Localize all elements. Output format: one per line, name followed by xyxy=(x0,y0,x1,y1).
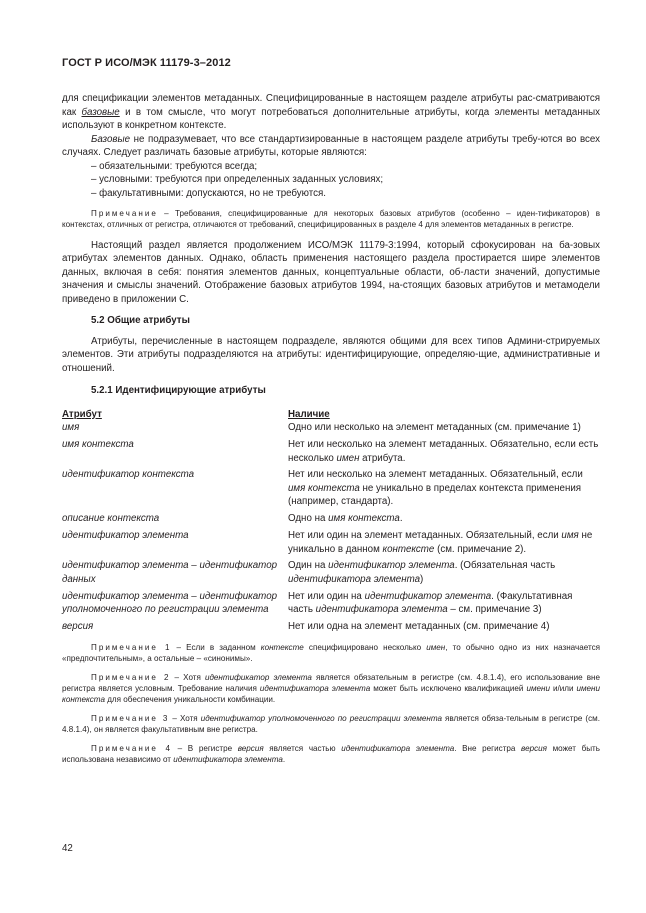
text-run: атрибута. xyxy=(359,452,406,464)
note-label: Примечание 4 xyxy=(91,743,172,753)
attribute-cell: версия xyxy=(62,620,94,632)
presence-cell xyxy=(288,421,600,438)
page-body xyxy=(62,92,600,765)
note-2 xyxy=(62,672,600,706)
text-run: идентификатор элемента xyxy=(364,590,492,602)
intro-paragraph-3: Настоящий раздел является продолжением ИСО/МЭК 11179-3:1994, который сфокусирован на ба-зовых атрибутах элементов данных. Однако, область применения настоящего раздела простирается шире элементов данных, включая в себя: понятия элементов данных, концептуальные области, об-ласти значений, допустимые значения и смыслы значений. Отображение базовых атрибутов 1994, на-стоящих базовых атрибутов и метамодели приведено в приложении С. xyxy=(62,239,600,305)
table-row xyxy=(62,468,600,512)
attribute-cell: имя xyxy=(62,422,80,434)
attribute-cell: идентификатор элемента – идентификатор уполномоченного по регистрации элемента xyxy=(62,590,278,616)
presence-cell xyxy=(288,529,600,559)
attribute-cell: идентификатор элемента xyxy=(62,530,189,541)
text-run: идентификатора элемента xyxy=(259,683,371,693)
text-run: имен xyxy=(336,452,360,464)
text-run: . Вне регистра xyxy=(454,743,522,753)
presence-cell xyxy=(288,590,600,620)
attribute-cell: описание контекста xyxy=(62,513,160,525)
text-run: – Хотя xyxy=(170,672,205,682)
table-row xyxy=(62,590,600,620)
text-run: не уникально в данном xyxy=(288,530,593,555)
presence-cell xyxy=(288,468,600,512)
emphasis-basic: базовые xyxy=(81,106,120,118)
text-run: . xyxy=(399,513,403,525)
text-run: идентификатора элемента xyxy=(315,604,448,616)
note-1 xyxy=(62,642,600,665)
section-heading-5-2-1: 5.2.1 Идентифицирующие атрибуты xyxy=(91,385,266,397)
text-run: может быть исключено квалификацией xyxy=(370,683,527,693)
table-row xyxy=(62,438,600,468)
table-row xyxy=(62,512,600,529)
list-item: – обязательными: требуются всегда; xyxy=(91,160,258,172)
text-run: ) xyxy=(420,573,424,585)
text-run: идентификатор элемента xyxy=(204,672,312,682)
text-run: специфицировано несколько xyxy=(303,642,427,652)
text-run: Нет или несколько на элемент метаданных. Обязательно, если есть несколько xyxy=(288,439,599,464)
text-run: версия xyxy=(237,743,264,753)
text-run: не уникально в пределах контекста применения (например, стандарта). xyxy=(288,482,582,508)
table-header-row xyxy=(62,408,600,422)
text-run: и/или xyxy=(549,683,577,693)
text-run: является обяза-тельным в регистре (см. 4.8.1.4), он является факультативным вне регистра. xyxy=(62,713,600,735)
text-run: идентификатора элемента xyxy=(173,754,283,764)
text-run: имя контекста xyxy=(288,482,360,494)
standard-header: ГОСТ Р ИСО/МЭК 11179-3–2012 xyxy=(62,57,231,69)
text-run: контексте xyxy=(260,642,304,652)
text-run: – В регистре xyxy=(172,743,238,753)
text-run: (см. примечание 2). xyxy=(434,543,527,555)
table-row xyxy=(62,421,600,438)
text-run: для обеспечения уникальности комбинации. xyxy=(104,695,276,705)
text-run: имени контекста xyxy=(62,683,600,705)
text-run: не подразумевает, что все стандартизированные в настоящем разделе атрибуты требу-ются во всех случаях. Следует различать базовые атрибуты, которые являются: xyxy=(62,133,600,158)
text-run: контексте xyxy=(382,543,435,555)
table-row xyxy=(62,620,600,637)
text-run: – Если в заданном xyxy=(171,642,261,652)
text-run: имя xyxy=(561,530,579,541)
text-run: имя контекста xyxy=(328,513,400,525)
presence-cell xyxy=(288,559,600,589)
text-run: Один на xyxy=(288,560,329,572)
text-run: идентификатор элемента xyxy=(328,560,455,572)
attribute-cell: имя контекста xyxy=(62,439,134,451)
list-item: – условными: требуются при определенных заданных условиях; xyxy=(91,174,384,185)
text-run: Нет или одна на элемент метаданных (см. примечание 4) xyxy=(288,620,550,632)
section-5-2-text: Атрибуты, перечисленные в настоящем подразделе, являются общими для всех типов Админи-стрируемых элементов. Эти атрибуты подразделяются на атрибуты: идентифицирующие, определяю-щие, административные и отношений. xyxy=(62,335,600,374)
note-3 xyxy=(62,713,600,736)
attribute-cell: идентификатор элемента – идентификатор данных xyxy=(62,560,278,585)
note-4 xyxy=(62,743,600,766)
text-run: идентификатор уполномоченного по регистрации элемента xyxy=(200,713,442,723)
text-run: . xyxy=(282,754,286,764)
text-run: является частью xyxy=(263,743,342,753)
text-run: идентификатора элемента xyxy=(341,743,455,753)
text-run: Нет или один на xyxy=(288,590,365,602)
text-run: Нет или один на элемент метаданных. Обязательный, если xyxy=(288,530,562,541)
attribute-cell: идентификатор контекста xyxy=(62,469,195,481)
presence-cell xyxy=(288,620,600,637)
table-row xyxy=(62,529,600,559)
note-label: Примечание xyxy=(91,209,158,218)
identifying-attributes-table xyxy=(62,408,600,637)
text-run: идентификатора элемента xyxy=(288,573,421,585)
page-number: 42 xyxy=(62,843,73,854)
text-run: . (Факультативная часть xyxy=(288,590,573,616)
text-run: Одно или несколько на элемент метаданных (см. примечание 1) xyxy=(288,422,581,434)
text-run: – Хотя xyxy=(169,713,201,723)
text-run: версия xyxy=(521,743,547,753)
text-run: – см. примечание 3) xyxy=(447,604,542,616)
text-run: имен xyxy=(426,642,446,652)
text-run: имени xyxy=(526,683,550,693)
presence-cell xyxy=(288,512,600,529)
column-header-attribute: Атрибут xyxy=(62,408,102,420)
text-run: может быть использована независимо от xyxy=(62,743,600,764)
section-heading-5-2: 5.2 Общие атрибуты xyxy=(91,315,190,327)
text-run: и в том смысле, что могут потребоваться дополнительные атрибуты, когда элементы метаданных используют в конкретном контексте. xyxy=(62,106,600,131)
list-item: – факультативными: допускаются, но не требуются. xyxy=(91,187,326,199)
column-header-presence: Наличие xyxy=(288,408,330,420)
text-run: Одно на xyxy=(288,513,329,525)
text-run: для спецификации элементов метаданных. Специфицированные в настоящем разделе атрибуты рас-сматриваются как xyxy=(62,93,600,118)
table-row xyxy=(62,559,600,589)
note-label: Примечание 2 xyxy=(91,672,171,682)
emphasis-basic: Базовые xyxy=(91,133,131,145)
intro-paragraph-2 xyxy=(62,133,600,160)
intro-paragraph-1 xyxy=(62,92,600,133)
text-run: , то обычно одно из них назначается «предпочтительным», а остальные – «синонимы». xyxy=(62,642,600,664)
text-run: является обязательным в регистре (см. 4.8.1.4), его использование вне регистра является условным. Требование наличия xyxy=(62,672,600,693)
note-text: – Требования, специфицированные для некоторых базовых атрибутов (особенно – иден-тификаторов) в контекстах, отличных от регистра, отличаются от требований, специфицированных в разделе 4 для элементов метаданных в регистре. xyxy=(62,209,600,230)
text-run: Нет или несколько на элемент метаданных. Обязательный, если xyxy=(288,469,583,481)
note-general xyxy=(62,208,600,231)
note-label: Примечание 3 xyxy=(91,713,170,723)
note-label: Примечание 1 xyxy=(91,642,172,652)
presence-cell xyxy=(288,438,600,468)
text-run: . (Обязательная часть xyxy=(454,560,556,572)
